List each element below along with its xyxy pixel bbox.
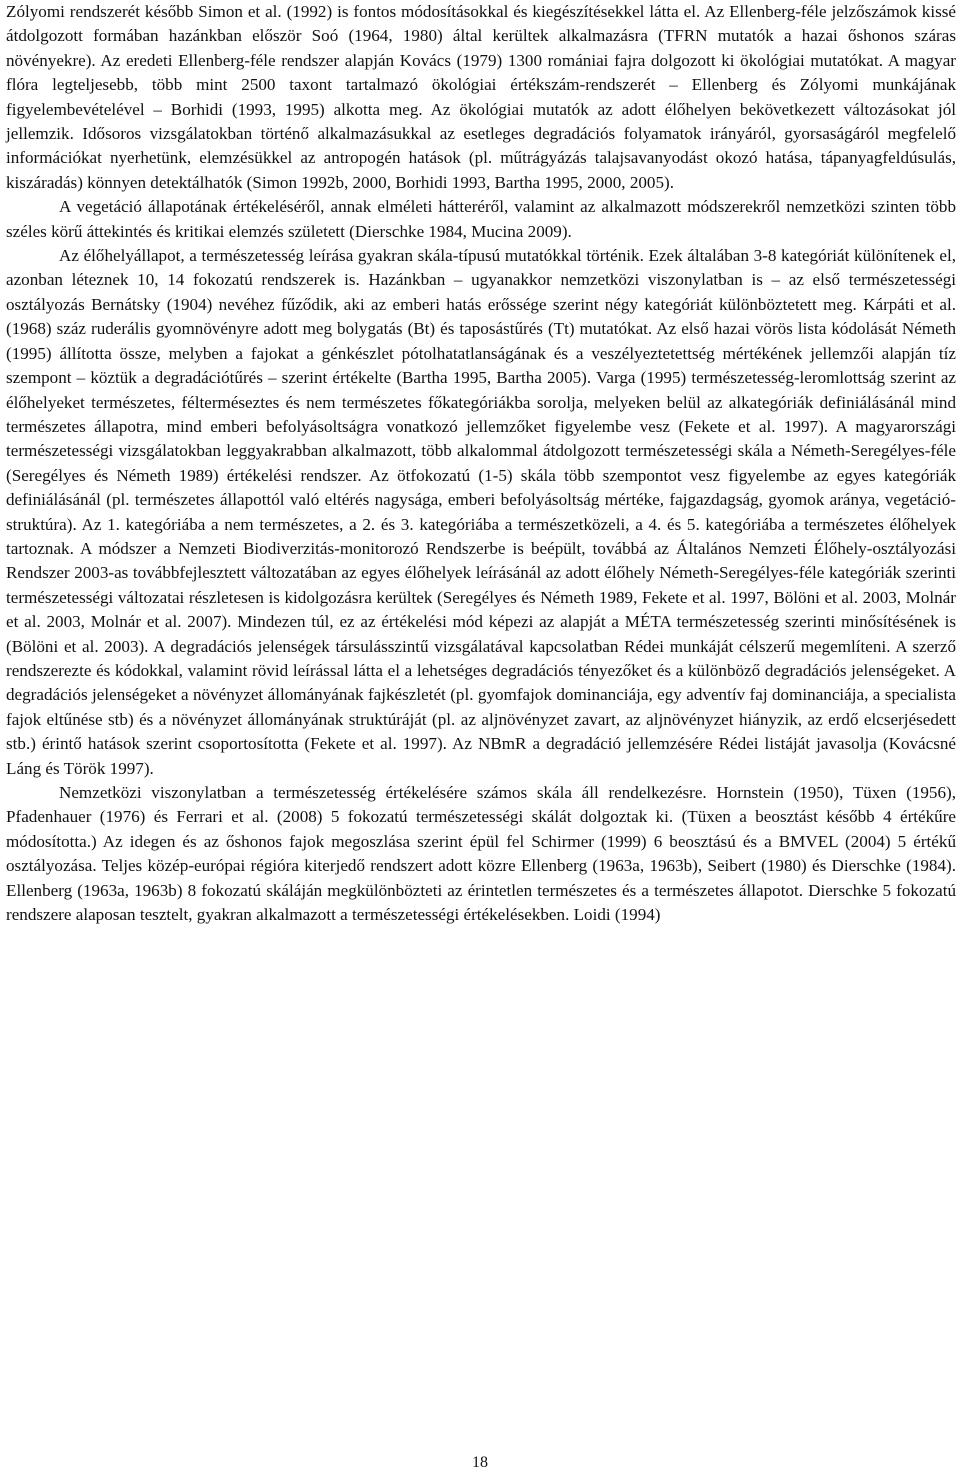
page-number: 18 [472, 1454, 488, 1471]
document-page [6, 0, 956, 927]
paragraph-vegetation-assessment: A vegetáció állapotának értékeléséről, annak elméleti hátteréről, valamint az alkalmazott módszerekről nemzetközi szinten több széles körű áttekintés és kritikai elemzés született (Dierschke 1984, Mucina 2009). [6, 197, 956, 241]
paragraph-ecological-indicators: Zólyomi rendszerét később Simon et al. (1992) is fontos módosításokkal és kiegészítésekkel látta el. Az Ellenberg-féle jelzőszámok kissé átdolgozott formában hazánkban először Soó (1964, 1980) által kerültek alkalmazásra (TFRN mutatók a hazai őshonos száras növényekre). Az eredeti Ellenberg-féle rendszer alapján Kovács (1979) 1300 romániai fajra dolgozott ki ökológiai mutatókat. A magyar flóra legteljesebb, több mint 2500 taxont tartalmazó ökológiai értékszám-rendszerét – Ellenberg és Zólyomi munkájának figyelembevételével – Borhidi (1993, 1995) alkotta meg. Az ökológiai mutatók az adott élőhelyen bekövetkezett változásokat jól jellemzik. Idősoros vizsgálatokban történő alkalmazásukkal az esetleges degradációs folyamatok irányáról, gyorsaságáról megfelelő információkat nyerhetünk, elemzésükkel az antropogén hatások (pl. műtrágyázás talajsavanyodást okozó hatása, tápanyagfeldúsulás, kiszáradás) könnyen detektálhatók (Simon 1992b, 2000, Borhidi 1993, Bartha 1995, 2000, 2005). [6, 2, 956, 192]
paragraph-international-scales: Nemzetközi viszonylatban a természetesség értékelésére számos skála áll rendelkezésre. Hornstein (1950), Tüxen (1956), Pfadenhauer (1976) és Ferrari et al. (2008) 5 fokozatú természetességi skálát dolgoztak ki. (Tüxen a beosztást később 4 értékűre módosította.) Az idegen és az őshonos fajok megoszlása szerint épül fel Schirmer (1999) 6 beosztású és a BMVEL (2004) 5 értékű osztályozása. Teljes közép-európai régióra kiterjedő rendszert adott közre Ellenberg (1963a, 1963b), Seibert (1980) és Dierschke (1984). Ellenberg (1963a, 1963b) 8 fokozatú skáláján megkülönbözteti az érintetlen természetes és a természetes állapotot. Dierschke 5 fokozatú rendszere alaposan tesztelt, gyakran alkalmazott a természetességi értékelésekben. Loidi (1994) [6, 783, 956, 925]
paragraph-naturalness-scales: Az élőhelyállapot, a természetesség leírása gyakran skála-típusú mutatókkal történik. Ezek általában 3-8 kategóriát különítenek el, azonban léteznek 10, 14 fokozatú rendszerek is. Hazánkban – ugyanakkor nemzetközi viszonylatban is – az első természetességi osztályozás Bernátsky (1904) nevéhez fűződik, aki az emberi hatás erőssége szerint négy kategóriát különböztetett meg. Kárpáti et al. (1968) száz ruderális gyomnövényre adott meg bolygatás (Bt) és taposástűrés (Tt) mutatókat. Az első hazai vörös lista kódolását Németh (1995) állította össze, melyben a fajokat a génkészlet pótolhatatlanságának és a veszélyeztetettség mértékének jellemzői alapján tíz szempont – köztük a degradációtűrés – szerint értékelte (Bartha 1995, Bartha 2005). Varga (1995) természetesség-leromlottság szerint az élőhelyeket természetes, félterméseztes és nem természetes főkategóriákba sorolja, melyeken belül az alkategóriák definiálásánál mind természetes állapotra, mind emberi befolyásoltságra vonatkozó jellemzőket figyelembe vesz (Fekete et al. 1997). A magyarországi természetességi vizsgálatokban leggyakrabban alkalmazott, több alkalommal átdolgozott természetességi skála a Németh-Seregélyes-féle (Seregélyes és Németh 1989) értékelési rendszer. Az ötfokozatú (1-5) skála több szempontot vesz figyelembe az egyes kategóriák definiálásánál (pl. természetes állapottól való eltérés nagysága, emberi befolyásoltság mértéke, fajgazdagság, gyomok aránya, vegetáció-struktúra). Az 1. kategóriába a nem természetes, a 2. és 3. kategóriába a természetközeli, a 4. és 5. kategóriába a természetes élőhelyek tartoznak. A módszer a Nemzeti Biodiverzitás-monitorozó Rendszerbe is beépült, továbbá az Általános Nemzeti Élőhely-osztályozási Rendszer 2003-as továbbfejlesztett változatában az egyes élőhelyek leírásánál az adott élőhely Németh-Seregélyes-féle kategóriák szerinti természetességi változatai részletesen is kidolgozásra kerültek (Seregélyes és Németh 1989, Fekete et al. 1997, Bölöni et al. 2003, Molnár et al. 2003, Molnár et al. 2007). Mindezen túl, ez az értékelési mód képezi az alapját a MÉTA természetesség szerinti minősítésének is (Bölöni et al. 2003). A degradációs jelenségek társulásszintű vizsgálatával kapcsolatban Rédei munkáját célszerű megemlíteni. A szerző rendszerezte és kódokkal, valamint rövid leírással látta el a lehetséges degradációs tényezőket és a különböző degradációs jelenségeket. A degradációs jelenségeket a növényzet állományának fajkészletét (pl. gyomfajok dominanciája, egy adventív faj dominanciája, a specialista fajok eltűnése stb) és a növényzet állományának struktúráját (pl. az aljnövényzet zavart, az aljnövényzet hiányzik, az erdő elcserjésedett stb.) érintő hatások szerint csoportosította (Fekete et al. 1997). Az NBmR a degradáció jellemzésére Rédei listáját javasolja (Kovácsné Láng és Török 1997). [6, 246, 956, 778]
